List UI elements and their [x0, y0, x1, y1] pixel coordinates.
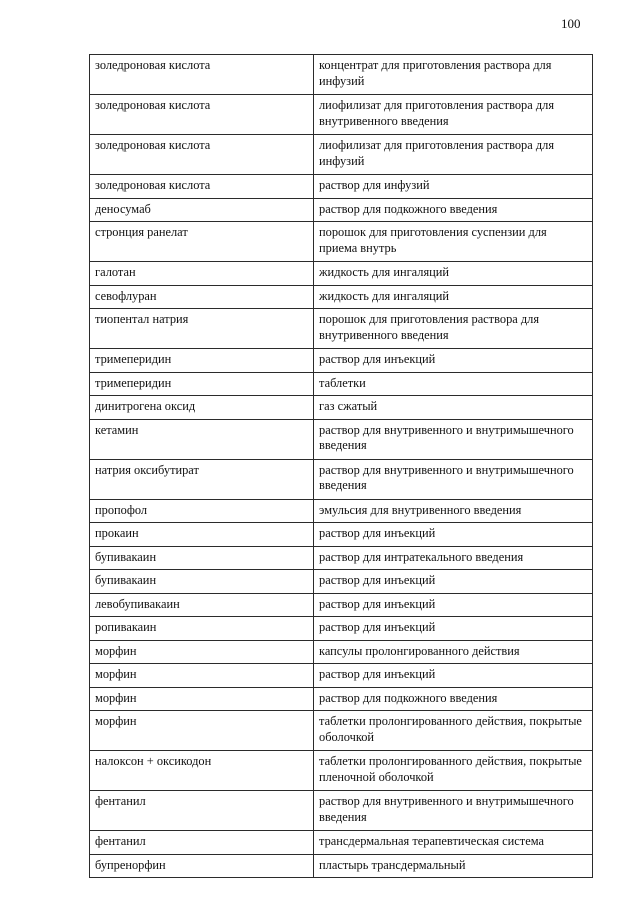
drug-name-cell: фентанил — [90, 791, 314, 831]
drug-name-cell: натрия оксибутират — [90, 459, 314, 499]
dosage-form-cell: лиофилизат для приготовления раствора для внутривенного введения — [314, 95, 593, 135]
table-row — [90, 55, 593, 95]
dosage-form-cell: таблетки пролонгированного действия, покрытые оболочкой — [314, 711, 593, 751]
table-row — [90, 349, 593, 373]
drug-name-cell: тиопентал натрия — [90, 309, 314, 349]
drug-name-cell: кетамин — [90, 419, 314, 459]
drug-name-cell: ропивакаин — [90, 617, 314, 641]
dosage-form-cell: таблетки пролонгированного действия, покрытые пленочной оболочкой — [314, 751, 593, 791]
dosage-form-cell: пластырь трансдермальный — [314, 854, 593, 878]
drug-name-cell: бупивакаин — [90, 546, 314, 570]
drug-name-cell: деносумаб — [90, 198, 314, 222]
dosage-form-cell: таблетки — [314, 372, 593, 396]
drug-name-cell: морфин — [90, 664, 314, 688]
drug-name-cell: бупивакаин — [90, 570, 314, 594]
dosage-form-cell: раствор для подкожного введения — [314, 687, 593, 711]
table-row — [90, 854, 593, 878]
table-row — [90, 751, 593, 791]
drug-name-cell: морфин — [90, 687, 314, 711]
dosage-form-cell: раствор для инъекций — [314, 664, 593, 688]
table-row — [90, 640, 593, 664]
table-row — [90, 95, 593, 135]
dosage-form-cell: концентрат для приготовления раствора для инфузий — [314, 55, 593, 95]
dosage-form-cell: жидкость для ингаляций — [314, 262, 593, 286]
table-row — [90, 309, 593, 349]
drug-name-cell: динитрогена оксид — [90, 396, 314, 420]
drug-table-body — [90, 55, 593, 878]
dosage-form-cell: раствор для инъекций — [314, 349, 593, 373]
table-row — [90, 419, 593, 459]
table-row — [90, 523, 593, 547]
dosage-form-cell: раствор для внутривенного и внутримышечного введения — [314, 459, 593, 499]
table-row — [90, 831, 593, 855]
drug-name-cell: золедроновая кислота — [90, 135, 314, 175]
dosage-form-cell: эмульсия для внутривенного введения — [314, 499, 593, 523]
drug-name-cell: налоксон + оксикодон — [90, 751, 314, 791]
drug-name-cell: севофлуран — [90, 285, 314, 309]
table-row — [90, 372, 593, 396]
drug-name-cell: морфин — [90, 640, 314, 664]
table-row — [90, 285, 593, 309]
dosage-form-cell: раствор для инъекций — [314, 570, 593, 594]
table-row — [90, 175, 593, 199]
drug-name-cell: морфин — [90, 711, 314, 751]
dosage-form-cell: раствор для инъекций — [314, 593, 593, 617]
table-row — [90, 135, 593, 175]
table-row — [90, 617, 593, 641]
drug-name-cell: фентанил — [90, 831, 314, 855]
table-row — [90, 459, 593, 499]
table-row — [90, 711, 593, 751]
page-number: 100 — [561, 16, 581, 31]
dosage-form-cell: порошок для приготовления суспензии для приема внутрь — [314, 222, 593, 262]
drug-table — [89, 54, 593, 878]
table-row — [90, 664, 593, 688]
drug-name-cell: левобупивакаин — [90, 593, 314, 617]
dosage-form-cell: раствор для инфузий — [314, 175, 593, 199]
drug-name-cell: золедроновая кислота — [90, 55, 314, 95]
table-row — [90, 262, 593, 286]
dosage-form-cell: раствор для инъекций — [314, 523, 593, 547]
dosage-form-cell: газ сжатый — [314, 396, 593, 420]
table-row — [90, 222, 593, 262]
dosage-form-cell: раствор для внутривенного и внутримышечного введения — [314, 419, 593, 459]
drug-name-cell: прокаин — [90, 523, 314, 547]
dosage-form-cell: лиофилизат для приготовления раствора для инфузий — [314, 135, 593, 175]
dosage-form-cell: раствор для инъекций — [314, 617, 593, 641]
table-row — [90, 687, 593, 711]
table-row — [90, 570, 593, 594]
table-row — [90, 593, 593, 617]
dosage-form-cell: раствор для внутривенного и внутримышечного введения — [314, 791, 593, 831]
dosage-form-cell: порошок для приготовления раствора для внутривенного введения — [314, 309, 593, 349]
drug-name-cell: пропофол — [90, 499, 314, 523]
dosage-form-cell: капсулы пролонгированного действия — [314, 640, 593, 664]
dosage-form-cell: трансдермальная терапевтическая система — [314, 831, 593, 855]
dosage-form-cell: раствор для интратекального введения — [314, 546, 593, 570]
drug-name-cell: стронция ранелат — [90, 222, 314, 262]
dosage-form-cell: раствор для подкожного введения — [314, 198, 593, 222]
drug-name-cell: тримеперидин — [90, 349, 314, 373]
table-row — [90, 546, 593, 570]
table-row — [90, 198, 593, 222]
table-row — [90, 499, 593, 523]
drug-name-cell: золедроновая кислота — [90, 175, 314, 199]
dosage-form-cell: жидкость для ингаляций — [314, 285, 593, 309]
table-row — [90, 396, 593, 420]
drug-name-cell: бупренорфин — [90, 854, 314, 878]
drug-name-cell: золедроновая кислота — [90, 95, 314, 135]
drug-name-cell: галотан — [90, 262, 314, 286]
drug-name-cell: тримеперидин — [90, 372, 314, 396]
table-row — [90, 791, 593, 831]
